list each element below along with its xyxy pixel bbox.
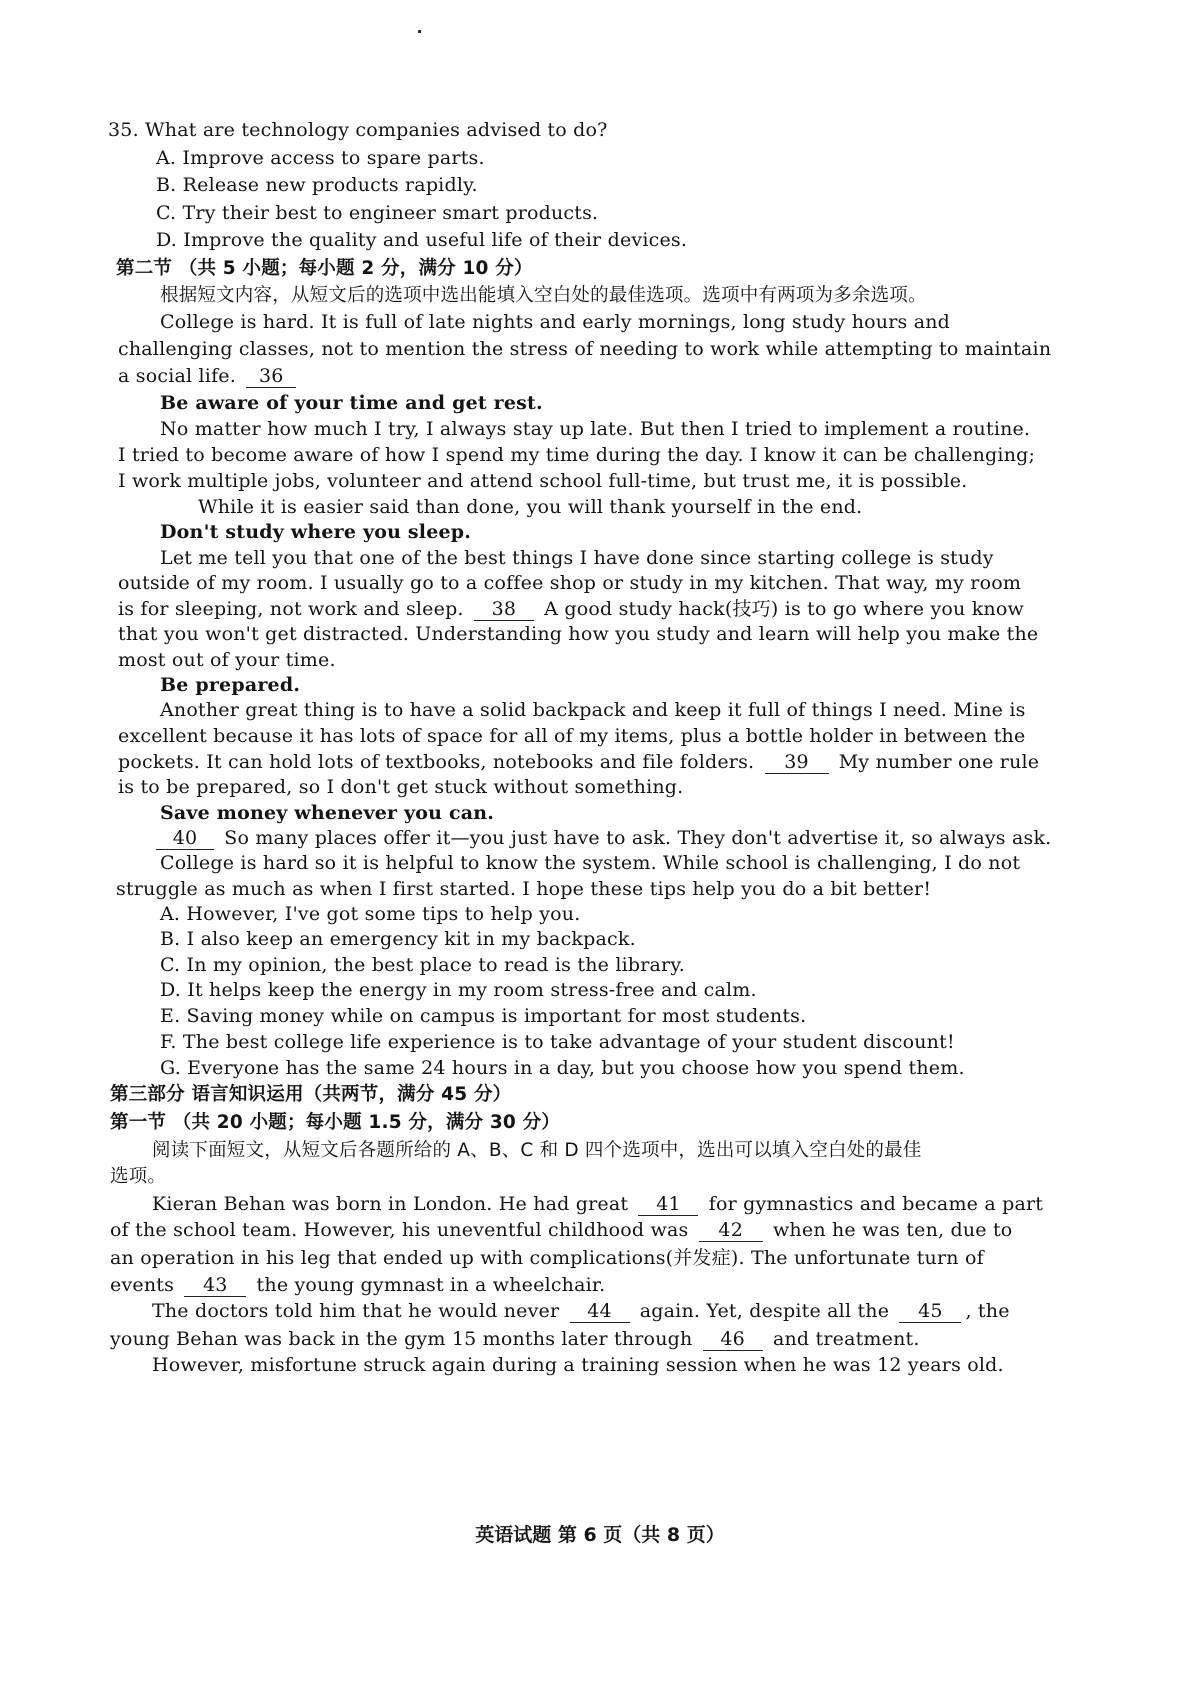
option-b: B. I also keep an emergency kit in my backpack. bbox=[160, 928, 636, 950]
option-a: A. However, I've got some tips to help you. bbox=[160, 903, 581, 925]
passage-text: again. Yet, despite all the bbox=[639, 1300, 890, 1322]
q35-stem: 35. What are technology companies advised to do? bbox=[108, 119, 608, 141]
option-d: D. It helps keep the energy in my room stress-free and calm. bbox=[160, 979, 757, 1001]
q35-option-a: A. Improve access to spare parts. bbox=[156, 147, 485, 169]
passage-line: I tried to become aware of how I spend my time during the day. I know it can be challenging; bbox=[118, 444, 1036, 466]
option-f: F. The best college life experience is to take advantage of your student discount! bbox=[160, 1031, 955, 1053]
section2-heading: 第二节 （共 5 小题；每小题 2 分，满分 10 分） bbox=[116, 258, 533, 279]
passage-text: for gymnastics and became a part bbox=[708, 1193, 1044, 1215]
passage-line: While it is easier said than done, you will thank yourself in the end. bbox=[198, 496, 863, 518]
cloze-line bbox=[152, 1298, 1010, 1324]
scan-speck bbox=[418, 30, 421, 33]
cloze-line: However, misfortune struck again during a training session when he was 12 years old. bbox=[152, 1354, 1004, 1376]
blank-38: 38 bbox=[474, 598, 534, 621]
subheading-time: Be aware of your time and get rest. bbox=[160, 392, 543, 414]
blank-42: 42 bbox=[699, 1219, 763, 1242]
passage-text: , the bbox=[965, 1300, 1010, 1322]
subheading-prepared: Be prepared. bbox=[160, 674, 301, 696]
section2-instruction: 根据短文内容，从短文后的选项中选出能填入空白处的最佳选项。选项中有两项为多余选项。 bbox=[160, 285, 927, 306]
passage-text: So many places offer it—you just have to ask. They don't advertise it, so always ask. bbox=[224, 827, 1052, 849]
passage-text: when he was ten, due to bbox=[772, 1219, 1013, 1241]
part3-instruction: 阅读下面短文，从短文后各题所给的 A、B、C 和 D 四个选项中，选出可以填入空白处的最佳 bbox=[152, 1140, 922, 1161]
passage-line bbox=[118, 596, 1024, 622]
passage-line bbox=[156, 825, 1051, 851]
passage-text: Kieran Behan was born in London. He had great bbox=[152, 1193, 629, 1215]
cloze-line: an operation in his leg that ended up with complications(并发症). The unfortunate turn of bbox=[110, 1247, 984, 1269]
passage-text: pockets. It can hold lots of textbooks, notebooks and file folders. bbox=[118, 751, 755, 773]
subheading-sleep: Don't study where you sleep. bbox=[160, 521, 472, 543]
part3-heading: 第三部分 语言知识运用（共两节，满分 45 分） bbox=[110, 1084, 512, 1105]
cloze-line bbox=[110, 1272, 605, 1298]
passage-text: the young gymnast in a wheelchair. bbox=[256, 1274, 606, 1296]
passage-line: I work multiple jobs, volunteer and attend school full-time, but trust me, it is possible. bbox=[118, 470, 968, 492]
passage-line bbox=[118, 749, 1039, 775]
passage-line: that you won't get distracted. Understanding how you study and learn will help you make the bbox=[118, 623, 1039, 645]
blank-41: 41 bbox=[638, 1193, 698, 1216]
option-g: G. Everyone has the same 24 hours in a day, but you choose how you spend them. bbox=[160, 1057, 965, 1079]
passage-text: The doctors told him that he would never bbox=[152, 1300, 560, 1322]
passage-line: challenging classes, not to mention the stress of needing to work while attempting to maintain bbox=[118, 338, 1052, 360]
passage-line: College is hard. It is full of late nights and early mornings, long study hours and bbox=[160, 311, 951, 333]
passage-text: young Behan was back in the gym 15 months later through bbox=[110, 1328, 693, 1350]
cloze-line bbox=[110, 1326, 920, 1352]
passage-line: struggle as much as when I first started. I hope these tips help you do a bit better! bbox=[116, 878, 932, 900]
q35-option-d: D. Improve the quality and useful life of their devices. bbox=[156, 229, 688, 251]
passage-text: My number one rule bbox=[838, 751, 1040, 773]
passage-line: College is hard so it is helpful to know the system. While school is challenging, I do not bbox=[160, 852, 1021, 874]
passage-text: a social life. bbox=[118, 365, 236, 387]
option-e: E. Saving money while on campus is important for most students. bbox=[160, 1005, 807, 1027]
passage-line bbox=[118, 363, 300, 389]
passage-line: Another great thing is to have a solid backpack and keep it full of things I need. Mine is bbox=[160, 699, 1026, 721]
passage-text: events bbox=[110, 1274, 175, 1296]
passage-line: most out of your time. bbox=[118, 649, 336, 671]
q35-option-c: C. Try their best to engineer smart products. bbox=[156, 202, 599, 224]
blank-43: 43 bbox=[184, 1274, 246, 1297]
passage-line: No matter how much I try, I always stay up late. But then I tried to implement a routine. bbox=[160, 418, 1031, 440]
passage-text: A good study hack(技巧) is to go where you know bbox=[544, 598, 1024, 620]
part3-section1-heading: 第一节 （共 20 小题；每小题 1.5 分，满分 30 分） bbox=[110, 1112, 561, 1133]
cloze-line bbox=[110, 1217, 1012, 1243]
option-c: C. In my opinion, the best place to read is the library. bbox=[160, 954, 685, 976]
blank-46: 46 bbox=[703, 1328, 763, 1351]
passage-line: Let me tell you that one of the best things I have done since starting college is study bbox=[160, 547, 994, 569]
blank-36: 36 bbox=[246, 365, 296, 388]
blank-45: 45 bbox=[899, 1300, 961, 1323]
passage-line: outside of my room. I usually go to a coffee shop or study in my kitchen. That way, my room bbox=[118, 572, 1022, 594]
subheading-save-money: Save money whenever you can. bbox=[160, 802, 495, 824]
blank-44: 44 bbox=[570, 1300, 630, 1323]
passage-line: excellent because it has lots of space for all of my items, plus a bottle holder in between the bbox=[118, 725, 1026, 747]
part3-instruction: 选项。 bbox=[110, 1166, 167, 1187]
cloze-line bbox=[152, 1191, 1043, 1217]
passage-line: is to be prepared, so I don't get stuck without something. bbox=[118, 776, 684, 798]
passage-text: and treatment. bbox=[772, 1328, 920, 1350]
blank-40: 40 bbox=[156, 827, 214, 850]
q35-option-b: B. Release new products rapidly. bbox=[156, 174, 478, 196]
blank-39: 39 bbox=[765, 751, 829, 774]
passage-text: of the school team. However, his uneventful childhood was bbox=[110, 1219, 689, 1241]
page-footer: 英语试题 第 6 页（共 8 页） bbox=[475, 1524, 725, 1546]
passage-text: is for sleeping, not work and sleep. bbox=[118, 598, 464, 620]
